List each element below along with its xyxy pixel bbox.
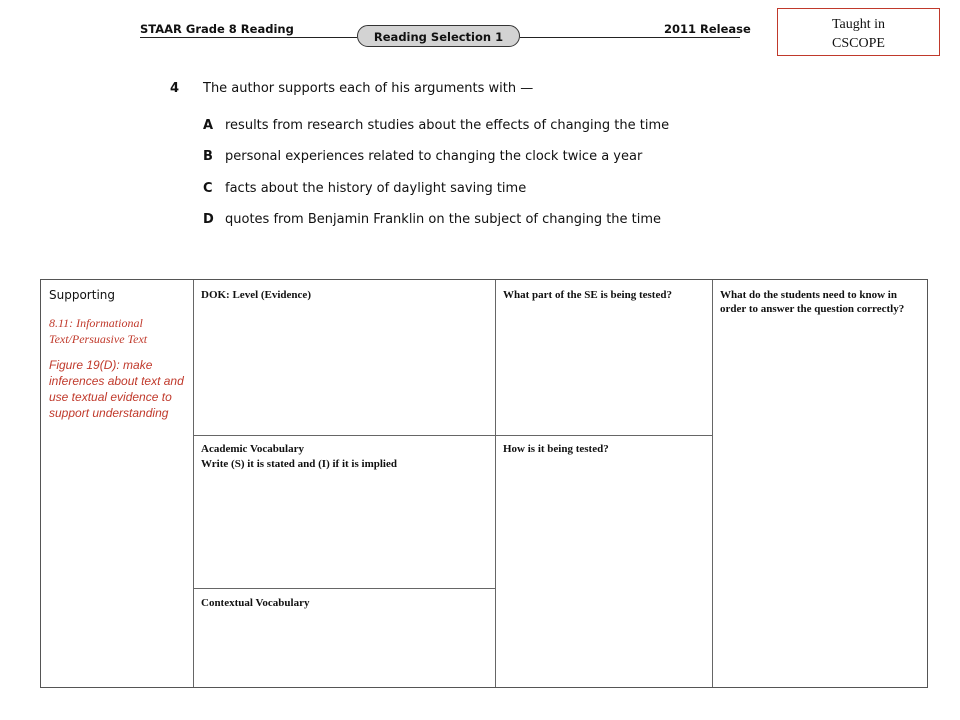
choice-c-letter: C [203,181,213,196]
supporting-title: Supporting [49,288,115,302]
cscope-badge-line2: CSCOPE [832,36,885,51]
choice-d-text: quotes from Benjamin Franklin on the subject of changing the time [225,212,662,227]
cscope-badge [777,8,940,56]
se-part-label: What part of the SE is being tested? [503,289,672,301]
choice-a-text: results from research studies about the effects of changing the time [225,118,670,133]
academic-vocab-instruction: Write (S) it is stated and (I) if it is implied [201,458,397,470]
how-tested-label: How is it being tested? [503,443,609,455]
table-row-divider-1 [193,435,712,436]
header-divider-right [520,37,740,38]
analysis-table [40,279,928,688]
figure-text: Figure 19(D): make inferences about text and use textual evidence to support understanding [49,358,184,420]
academic-vocab-title: Academic Vocabulary [201,443,304,455]
table-col-divider-2 [495,280,496,687]
question-number: 4 [170,81,180,96]
supporting-cell [49,288,184,421]
choice-b-letter: B [203,149,213,164]
table-col-divider-3 [712,280,713,687]
header-grade-label: STAAR Grade 8 Reading [140,22,294,36]
cscope-badge-line1: Taught in [831,17,886,32]
dok-label: DOK: Level (Evidence) [201,289,311,301]
choice-a-letter: A [203,118,214,133]
standard-text: 8.11: Informational Text/Persuasive Text [49,316,148,346]
question-stem: The author supports each of his arguments with — [203,81,534,96]
header-release-label: 2011 Release [664,22,751,36]
table-row-divider-2 [193,588,495,589]
table-col-divider-1 [193,280,194,687]
students-need-label: What do the students need to know in order to answer the question correctly? [720,289,905,315]
reading-selection-pill: Reading Selection 1 [357,25,520,47]
contextual-vocab-label: Contextual Vocabulary [201,597,310,609]
choice-b-text: personal experiences related to changing the clock twice a year [225,149,643,164]
header-divider-left [140,37,357,38]
choice-c-text: facts about the history of daylight saving time [225,181,527,196]
choice-d-letter: D [203,212,214,227]
